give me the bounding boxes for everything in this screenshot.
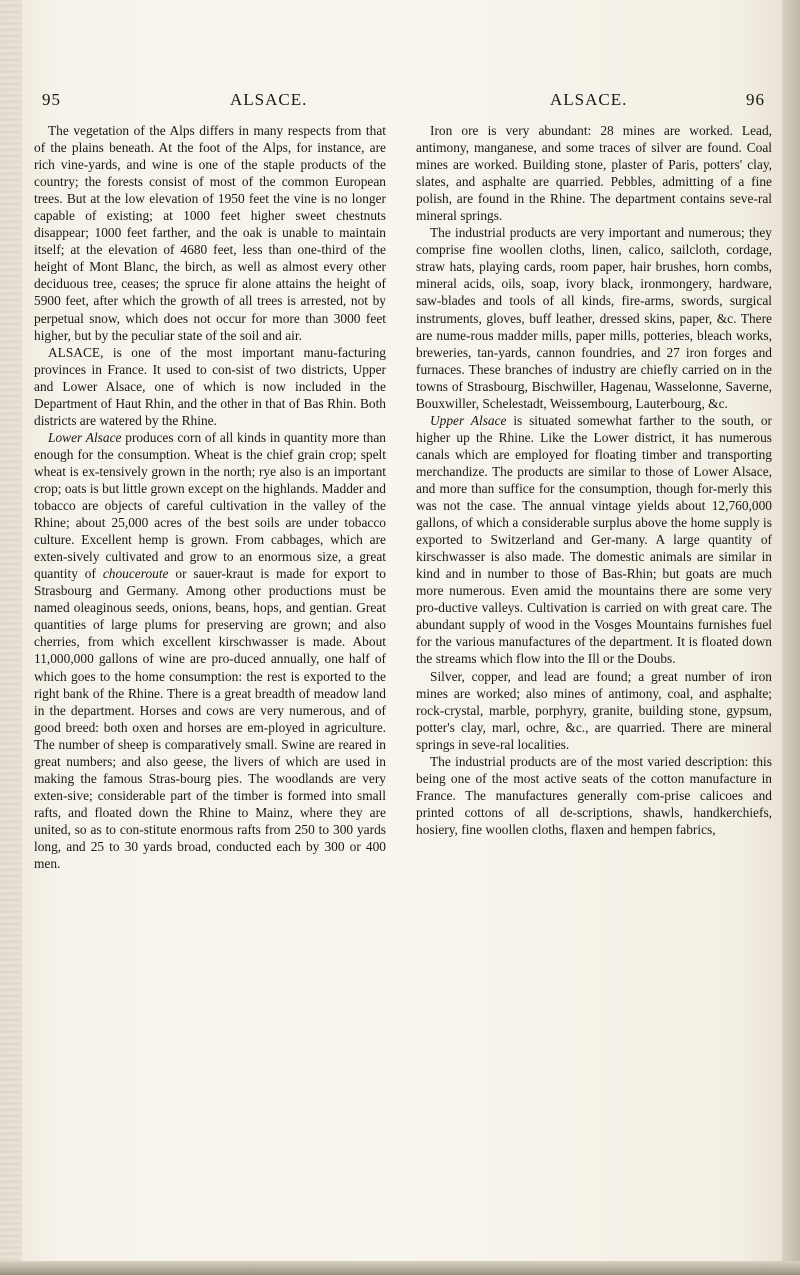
left-running-title: ALSACE. [230,90,308,109]
right-page-header [416,90,772,114]
page-gutter-left [0,0,22,1275]
left-column-text [34,122,386,872]
vegetation-paragraph: The vegetation of the Alps differs in many respects from that of the plains beneath. At the foot of the Alps, for instance, are rich vine-yards, and wine is one of the staple products of the country; the forests consist of most of the common European trees. But at the low elevation of 1950 feet the vine is no longer capable of existing; at 1000 feet higher sweet chestnuts disappear; 1000 feet farther, and the oak is unable to maintain itself; at the elevation of 4680 feet, less than one-third of the height of Mont Blanc, the birch, as well as almost every other deciduous tree, ceases; the spruce fir alone attains the height of 5900 feet, after which the growth of all trees is arrested, not by perpetual snow, which does not occur for more than 3000 feet higher, but by the peculiar state of the soil and air. [34,123,386,343]
upper-industry-paragraph: The industrial products are of the most varied description: this being one of the most active seats of the cotton manufacture in France. The manufactures generally com-prise calicoes and printed cottons of all de-scriptions, shawls, handkerchiefs, hosiery, fine woollen cloths, flaxen and hempen fabrics, [416,753,772,837]
page-bottom-edge [0,1261,800,1275]
left-page-number: 95 [42,90,61,109]
right-column-text [416,122,772,838]
lower-alsace-text-a: produces corn of all kinds in quantity more than enough for the consumption. Wheat is the chief grain crop; spelt wheat is ex-tensively grown in the north; rye also is an important crop; oats is but little grown except on the highlands. Madder and tobacco are objects of careful cultivation in the valley of the Rhine; about 25,000 acres of the best soils are under tobacco culture. Excellent hemp is grown. From cabbages, which are exten-sively cultivated and grow to an enormous size, a great quantity of [34,429,387,582]
lower-alsace-lead: Lower Alsace [48,429,122,445]
upper-alsace-lead: Upper Alsace [430,412,507,428]
left-page-header [34,90,386,114]
lower-alsace-paragraph [34,429,386,872]
upper-minerals-paragraph: Silver, copper, and lead are found; a great number of iron mines are worked; also mines of antimony, coal, and asphalte; rock-crystal, marble, porphyry, granite, building stone, gypsum, potter's clay, marl, ochre, &c., are quarried. There are mineral springs in seve-ral localities. [416,668,772,752]
industrial-products-paragraph: The industrial products are very important and numerous; they comprise fine woollen cloths, linen, calico, sailcloth, cordage, straw hats, playing cards, room paper, hair brushes, horn combs, mineral acids, oils, soap, ivory black, ironmongery, hardware, saw-blades and tools of all kinds, fire-arms, swords, surgical instruments, gloves, buff leather, dressed skins, paper, &c. There are nume-rous madder mills, paper mills, potteries, bleach works, breweries, tan-yards, cannon foundries, and 27 iron forges and furnaces. These branches of industry are chiefly carried on in the towns of Strasbourg, Bischwiller, Hagenau, Wasselonne, Saverne, Bouxwiller, Schelestadt, Weissembourg, Lauterbourg, &c. [416,225,772,411]
chouceroute-term: chouceroute [102,566,169,582]
upper-alsace-paragraph [416,412,772,668]
lower-alsace-text-b: or sauer-kraut is made for export to Strasbourg and Germany. Among other productions must be named oleaginous seeds, onions, beans, hops, and gentian. Great quantities of large plums for preserving are grown; and also cherries, from which excellent kirschwasser is made. About 11,000,000 gallons of wine are pro-duced annually, one half of which goes to the home consumption: the rest is exported to the right bank of the Rhine. There is a great breadth of meadow land in the department. Horses and cows are very numerous, and of good breed: both oxen and horses are em-ployed in agriculture. The number of sheep is comparatively small. Swine are reared in great numbers; and also geese, the livers of which are used in making the famous Stras-bourg pies. The woodlands are very exten-sive; considerable part of the timber is formed into small rafts, and floated down the Rhine to Mainz, where they are united, so as to con-stitute enormous rafts from 250 to 300 yards long, and 25 to 30 yards broad, conducted each by 300 or 400 men. [34,566,386,872]
page-edge-right [782,0,800,1275]
upper-alsace-text: is situated somewhat farther to the south, or higher up the Rhine. Like the Lower district, it has numerous canals which are employed for floating timber and transporting merchandize. The products are similar to those of Lower Alsace, and more than suffice for the consumption, though for-merly this was not the case. The annual vintage yields about 12,760,000 gallons, of which a considerable surplus above the home supply is exported to Switzerland and Ger-many. A large quantity of kirschwasser is also made. The domestic animals are similar in kind and in number to those of Bas-Rhin; but goats are much more numerous. Even amid the mountains there are some very pro-ductive valleys. Cultivation is carried on with great care. The abundant supply of wood in the Vosges Mountains furnishes fuel for the various manufactures of the department. It is floated down the streams which flow into the Ill or the Doubs. [416,412,772,667]
right-running-title: ALSACE. [550,90,628,109]
alsace-intro-paragraph: ALSACE, is one of the most important manu-facturing provinces in France. It used to con-sist of two districts, Upper and Lower Alsace, one of which is now included in the Department of Haut Rhin, and the other in that of Bas Rhin. Both districts are watered by the Rhine. [34,344,386,428]
right-page-number: 96 [746,90,765,109]
minerals-paragraph: Iron ore is very abundant: 28 mines are worked. Lead, antimony, manganese, and some traces of silver are found. Coal mines are worked. Building stone, plaster of Paris, potters' clay, slates, and asphalte are quarried. Pebbles, admitting of a fine polish, are found in the Rhine. The department contains seve-ral mineral springs. [416,123,772,224]
